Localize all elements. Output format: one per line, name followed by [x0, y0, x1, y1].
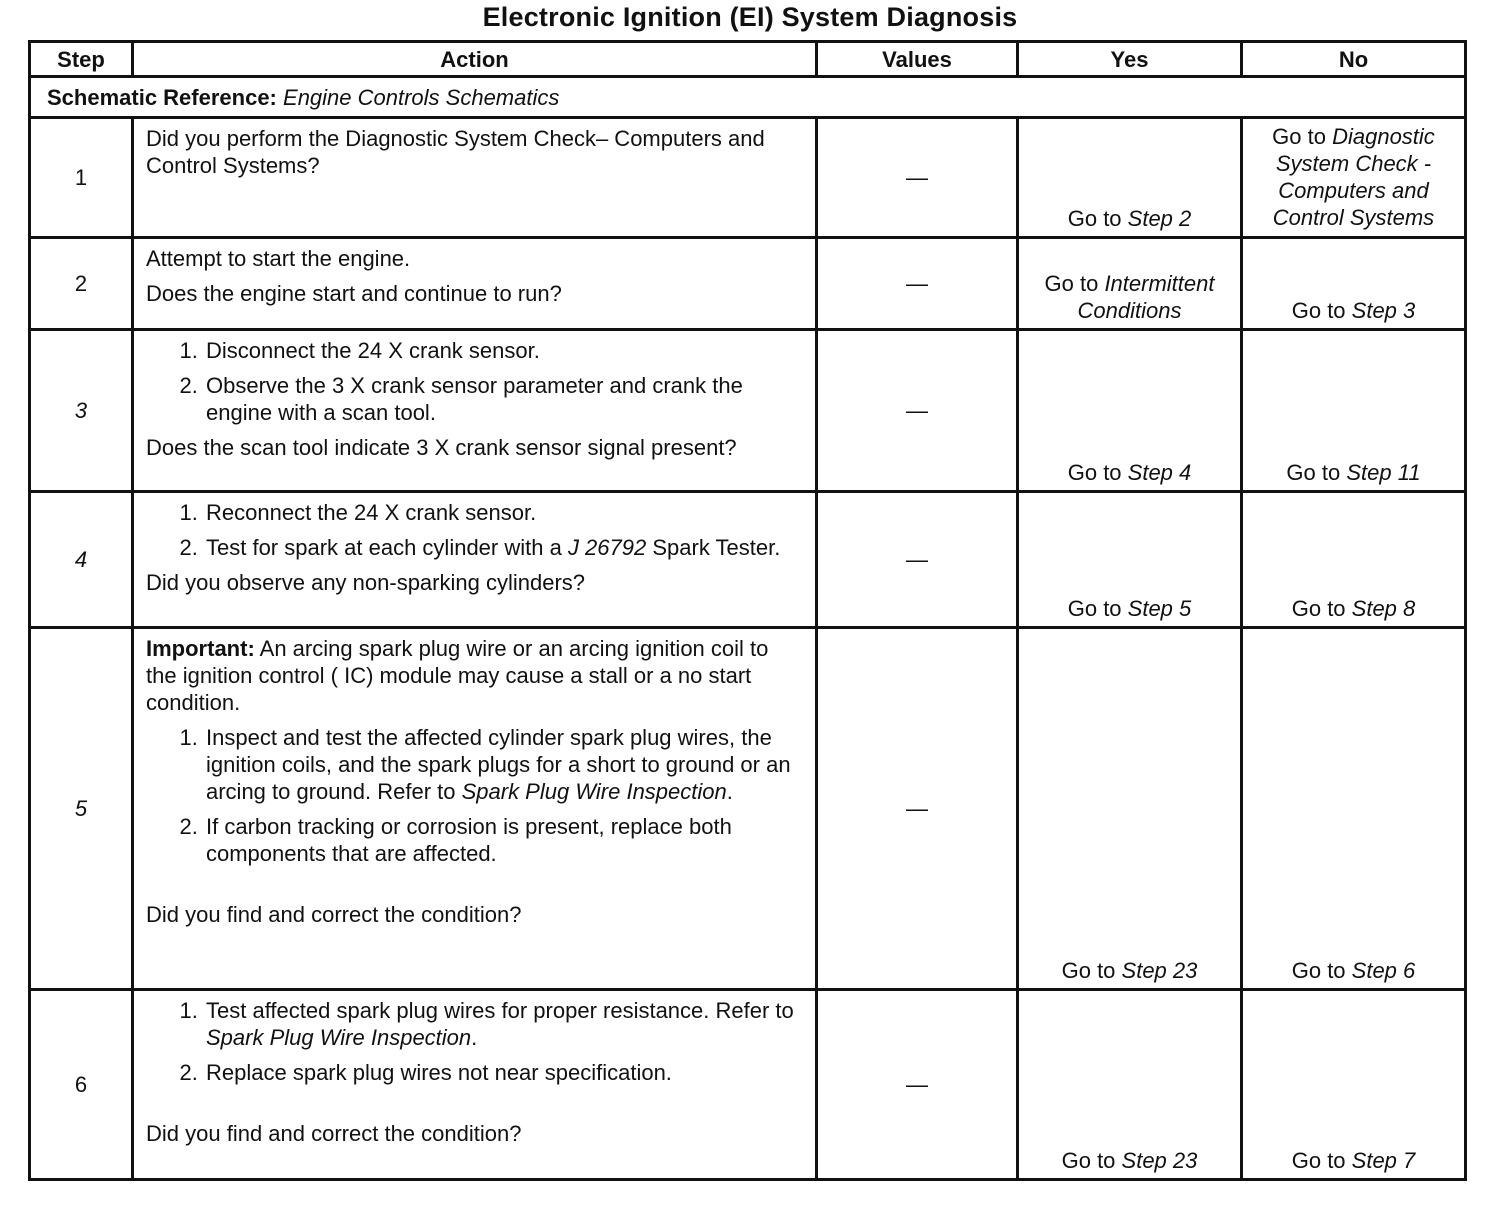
yes-prefix: Go to	[1067, 206, 1128, 231]
reference-link[interactable]: Spark Plug Wire Inspection	[461, 779, 727, 804]
list-item: 2. If carbon tracking or corrosion is present, replace both components that are affected.	[204, 813, 803, 867]
no-link[interactable]: Step 6	[1351, 958, 1416, 983]
important-note	[146, 635, 803, 716]
action-question: Did you find and correct the condition?	[146, 1121, 522, 1146]
no-cell	[1242, 628, 1466, 990]
tool-reference: J 26792	[567, 535, 647, 560]
yes-cell	[1018, 990, 1242, 1180]
diagnosis-table	[28, 40, 1467, 1181]
value-cell: —	[817, 238, 1018, 330]
action-list	[146, 499, 803, 561]
list-item: 2. Replace spark plug wires not near specification.	[204, 1059, 803, 1086]
step-number: 4	[30, 492, 133, 628]
header-step: Step	[30, 42, 133, 77]
no-cell	[1242, 330, 1466, 492]
yes-link[interactable]: Step 2	[1127, 206, 1192, 231]
step-number: 3	[30, 330, 133, 492]
action-list	[146, 724, 803, 867]
step-number: 2	[30, 238, 133, 330]
no-cell	[1242, 118, 1466, 238]
yes-prefix: Go to	[1061, 1148, 1122, 1173]
no-prefix: Go to	[1291, 1148, 1352, 1173]
value-cell: —	[817, 990, 1018, 1180]
action-cell	[133, 330, 817, 492]
schematic-reference-row	[30, 77, 1466, 118]
no-cell	[1242, 990, 1466, 1180]
step-number: 5	[30, 628, 133, 990]
no-prefix: Go to	[1272, 124, 1333, 149]
list-item: 1. Reconnect the 24 X crank sensor.	[204, 499, 803, 526]
table-row-step-1	[30, 118, 1466, 238]
step-number: 1	[30, 118, 133, 238]
table-row-step-5	[30, 628, 1466, 990]
list-item: 1. Disconnect the 24 X crank sensor.	[204, 337, 803, 364]
important-text: An arcing spark plug wire or an arcing ignition coil to the ignition control ( IC) module may cause a stall or a no start condition.	[146, 636, 769, 715]
action-list	[146, 997, 803, 1086]
yes-link[interactable]: Step 23	[1121, 1148, 1198, 1173]
table-row-step-6	[30, 990, 1466, 1180]
important-label: Important:	[146, 636, 255, 661]
yes-prefix: Go to	[1061, 958, 1122, 983]
action-cell	[133, 118, 817, 238]
schematic-label: Schematic Reference:	[47, 84, 277, 110]
list-item-text: Spark Tester.	[646, 535, 781, 560]
yes-prefix: Go to	[1067, 460, 1128, 485]
yes-cell	[1018, 492, 1242, 628]
yes-prefix: Go to	[1067, 596, 1128, 621]
list-item-text: Test affected spark plug wires for proper resistance. Refer to	[206, 998, 794, 1023]
no-link[interactable]: Step 7	[1351, 1148, 1416, 1173]
yes-link[interactable]: Step 23	[1121, 958, 1198, 983]
list-item-text: .	[726, 779, 733, 804]
action-question: Did you perform the Diagnostic System Check– Computers and Control Systems?	[146, 126, 765, 178]
header-values: Values	[817, 42, 1018, 77]
reference-link[interactable]: Spark Plug Wire Inspection	[206, 1025, 472, 1050]
no-cell	[1242, 492, 1466, 628]
action-cell	[133, 990, 817, 1180]
action-text: Attempt to start the engine.	[146, 246, 411, 271]
page-title: Electronic Ignition (EI) System Diagnosis	[482, 2, 1018, 32]
list-item: 2. Observe the 3 X crank sensor parameter and crank the engine with a scan tool.	[204, 372, 803, 426]
table-row-step-3	[30, 330, 1466, 492]
action-cell	[133, 492, 817, 628]
no-prefix: Go to	[1286, 460, 1347, 485]
action-list	[146, 337, 803, 426]
schematic-reference	[30, 77, 1466, 118]
header-no: No	[1242, 42, 1466, 77]
yes-cell	[1018, 628, 1242, 990]
no-prefix: Go to	[1291, 958, 1352, 983]
yes-prefix: Go to	[1044, 271, 1105, 296]
table-row-step-4	[30, 492, 1466, 628]
list-item	[204, 534, 803, 561]
yes-cell	[1018, 238, 1242, 330]
value-cell: —	[817, 118, 1018, 238]
table-row-step-2	[30, 238, 1466, 330]
yes-cell	[1018, 118, 1242, 238]
list-item	[204, 724, 803, 805]
value-cell: —	[817, 330, 1018, 492]
yes-link[interactable]: Intermittent Conditions	[1077, 271, 1215, 323]
action-question: Did you observe any non-sparking cylinders?	[146, 570, 586, 595]
no-prefix: Go to	[1291, 298, 1352, 323]
action-cell	[133, 628, 817, 990]
no-link[interactable]: Step 3	[1351, 298, 1416, 323]
no-cell	[1242, 238, 1466, 330]
list-item-text: Inspect and test the affected cylinder spark plug wires, the ignition coils, and the spark plugs for a short to ground or an arcing to ground. Refer to	[206, 725, 791, 804]
list-item	[204, 997, 803, 1051]
no-link[interactable]: Step 11	[1346, 460, 1421, 485]
yes-link[interactable]: Step 4	[1127, 460, 1192, 485]
list-item-text: Test for spark at each cylinder with a	[206, 535, 568, 560]
action-question: Does the engine start and continue to run?	[146, 281, 562, 306]
action-question: Did you find and correct the condition?	[146, 902, 522, 927]
no-link[interactable]: Step 8	[1351, 596, 1416, 621]
schematic-link[interactable]: Engine Controls Schematics	[283, 84, 560, 110]
value-cell: —	[817, 628, 1018, 990]
table-header-row	[30, 42, 1466, 77]
action-cell	[133, 238, 817, 330]
list-item-text: .	[471, 1025, 478, 1050]
step-number: 6	[30, 990, 133, 1180]
yes-cell	[1018, 330, 1242, 492]
header-action: Action	[133, 42, 817, 77]
yes-link[interactable]: Step 5	[1127, 596, 1192, 621]
no-link[interactable]: Diagnostic System Check - Computers and Control Systems	[1272, 124, 1435, 230]
header-yes: Yes	[1018, 42, 1242, 77]
no-prefix: Go to	[1291, 596, 1352, 621]
action-question: Does the scan tool indicate 3 X crank sensor signal present?	[146, 435, 737, 460]
value-cell: —	[817, 492, 1018, 628]
